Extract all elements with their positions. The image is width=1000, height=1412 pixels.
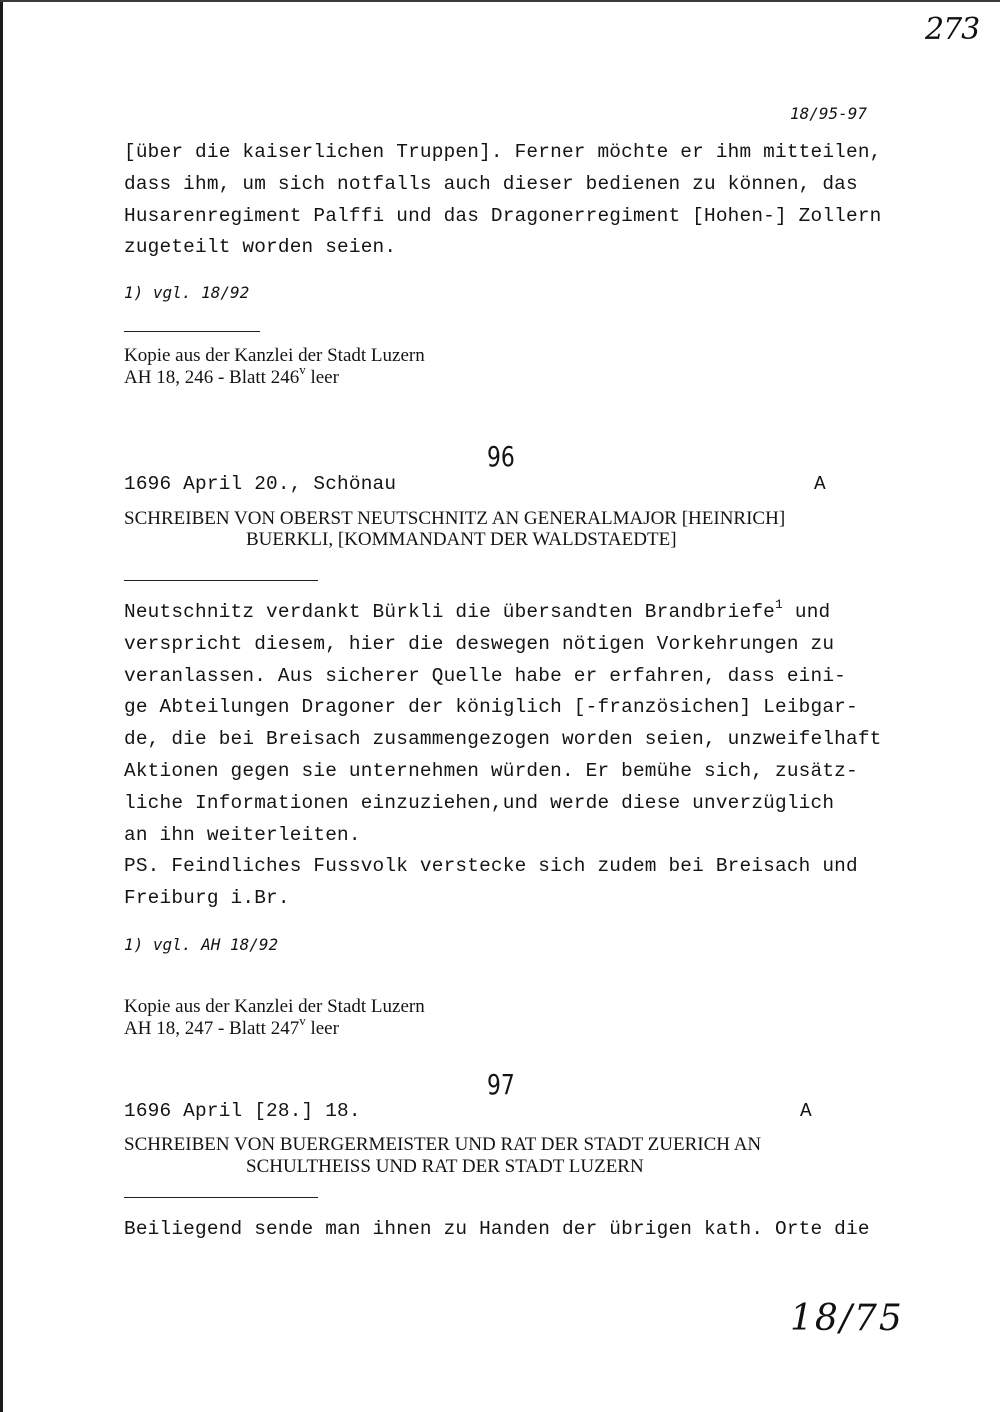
text-line: zugeteilt worden seien.: [124, 236, 397, 259]
text-line: verspricht diesem, hier die deswegen nötigen Vorkehrungen zu: [124, 632, 835, 655]
document-title-line: SCHREIBEN VON OBERST NEUTSCHNITZ AN GENERALMAJOR [HEINRICH]: [124, 508, 786, 529]
scan-edge-top: [0, 0, 1000, 2]
text-line: Aktionen gegen sie unternehmen würden. Er bemühe sich, zusätz-: [124, 759, 858, 782]
document-date-place: 1696 April 20., Schönau: [124, 473, 397, 495]
document-title-line: SCHULTHEISS UND RAT DER STADT LUZERN: [246, 1156, 644, 1177]
source-reference-line: [124, 1013, 339, 1040]
text-line: veranlassen. Aus sicherer Quelle habe er erfahren, dass eini-: [124, 664, 847, 687]
source-archive-line: Kopie aus der Kanzlei der Stadt Luzern: [124, 996, 425, 1017]
scan-edge-left: [0, 0, 3, 1412]
verso-mark: v: [299, 1013, 306, 1028]
text-line: [über die kaiserlichen Truppen]. Ferner möchte er ihm mitteilen,: [124, 141, 882, 163]
handwritten-page-mark: 18/75: [790, 1298, 904, 1339]
page-reference: 18/95-97: [790, 104, 868, 123]
footnote: 1) vgl. 18/92: [124, 283, 250, 302]
footnote: 1) vgl. AH 18/92: [124, 935, 279, 954]
source-leer: leer: [310, 1018, 339, 1039]
document-type-code: A: [814, 473, 826, 495]
verso-mark: v: [299, 362, 306, 377]
source-ref: AH 18, 246 - Blatt 246: [124, 367, 300, 388]
footnote-marker: 1: [775, 597, 784, 612]
source-leer: leer: [310, 367, 339, 388]
text-line: Neutschnitz verdankt Bürkli die übersandten Brandbriefe$^1$ und: [124, 597, 831, 623]
document-date-place: 1696 April [28.] 18.: [124, 1100, 361, 1122]
folio-number-handwritten: 273: [925, 12, 980, 47]
document-type-code: A: [800, 1100, 812, 1122]
document-body: [124, 597, 914, 915]
text-line: Beiliegend sende man ihnen zu Handen der übrigen kath. Orte die: [124, 1218, 870, 1240]
source-reference-line: [124, 362, 339, 389]
text-line: de, die bei Breisach zusammengezogen worden seien, unzweifelhaft: [124, 728, 882, 751]
document-title-line: BUERKLI, [KOMMANDANT DER WALDSTAEDTE]: [246, 529, 677, 550]
document-number: 97: [487, 1068, 515, 1101]
text-line: an ihn weiterleiten.: [124, 823, 361, 846]
text-line: ge Abteilungen Dragoner der königlich [-französichen] Leibgar-: [124, 696, 858, 719]
divider-rule: [124, 1197, 318, 1198]
source-archive-line: Kopie aus der Kanzlei der Stadt Luzern: [124, 345, 425, 366]
document-title-line: SCHREIBEN VON BUERGERMEISTER UND RAT DER STADT ZUERICH AN: [124, 1134, 762, 1155]
text-line: Freiburg i.Br.: [124, 887, 290, 910]
source-ref: AH 18, 247 - Blatt 247: [124, 1018, 300, 1039]
text-line: dass ihm, um sich notfalls auch dieser bedienen zu können, das: [124, 172, 858, 195]
divider-rule: [124, 331, 260, 332]
divider-rule: [124, 580, 318, 581]
text-line: Husarenregiment Palffi und das Dragonerregiment [Hohen-] Zollern: [124, 204, 882, 227]
document-number: 96: [487, 440, 515, 473]
text-line: PS. Feindliches Fussvolk verstecke sich zudem bei Breisach und: [124, 855, 858, 878]
text-line: liche Informationen einzuziehen,und werde diese unverzüglich: [124, 791, 835, 814]
continuation-text: [124, 137, 914, 264]
